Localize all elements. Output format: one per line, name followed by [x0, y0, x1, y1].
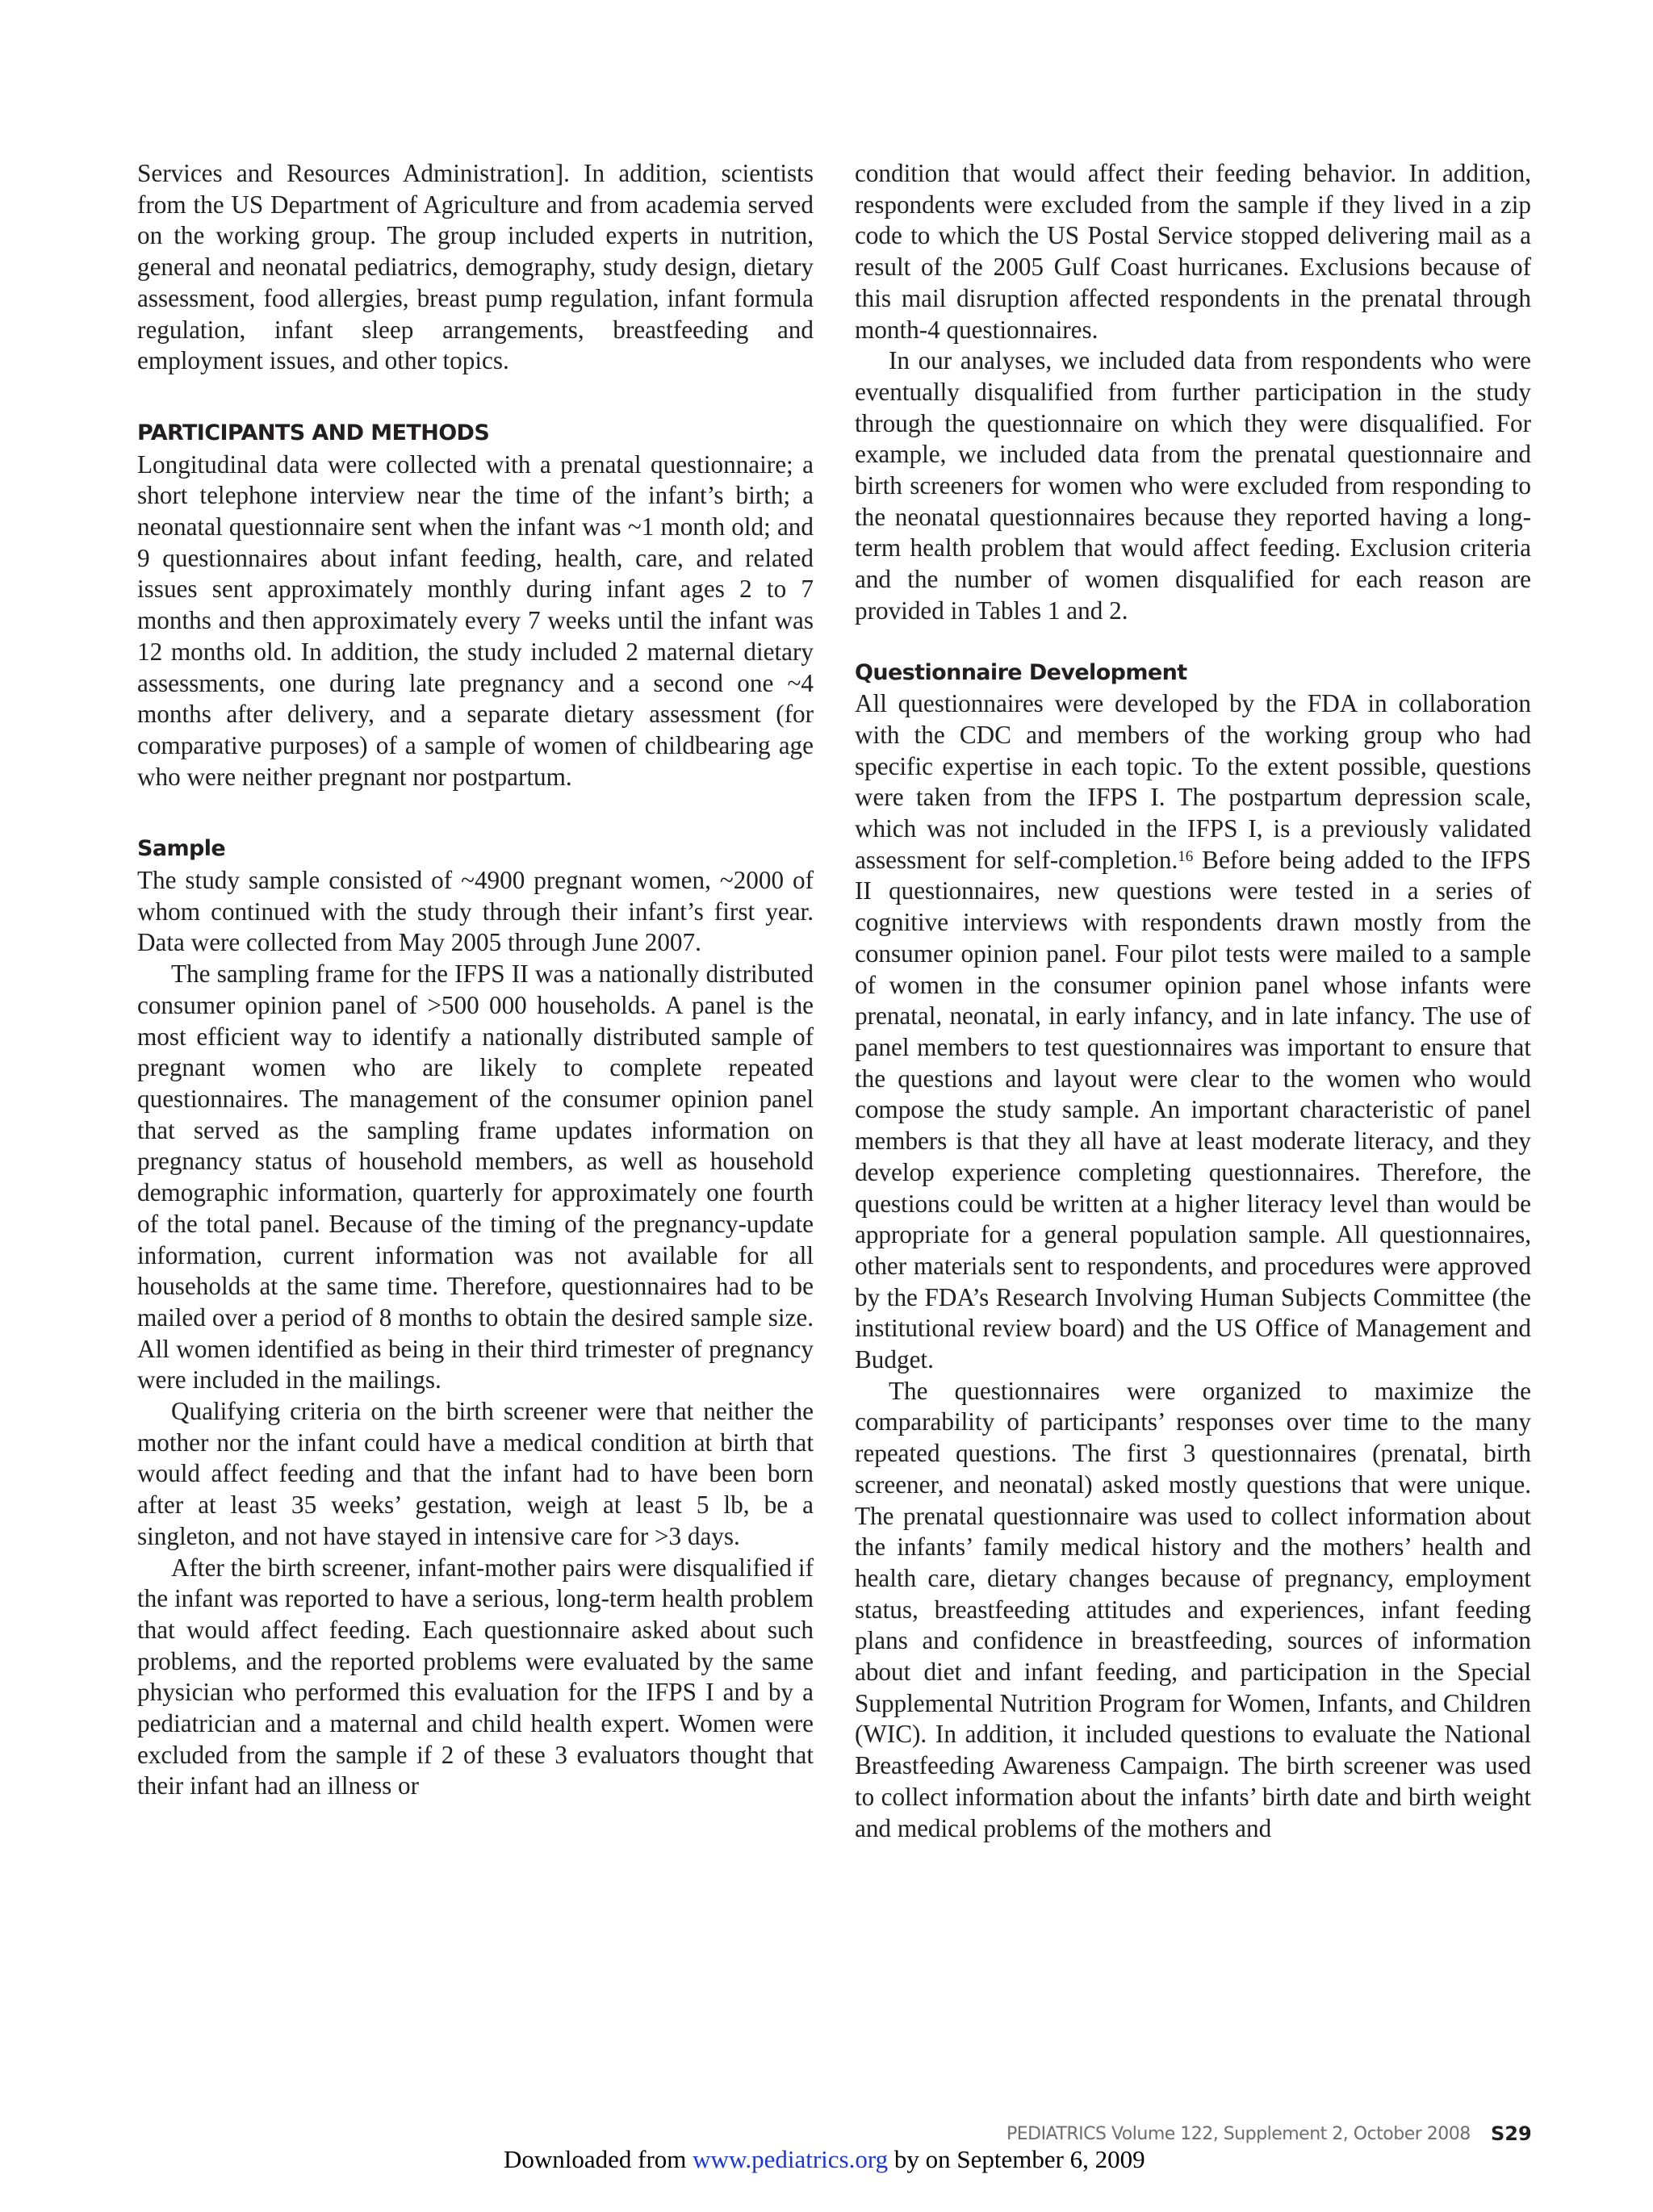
page-number: S29	[1491, 2122, 1532, 2145]
sample-paragraph-2: The sampling frame for the IFPS II was a nationally distributed consumer opinion panel of >500 000 households. A panel is the most efficient way to identify a nationally distributed sample of pregnant women who are likely to complete repeated questionnaires. The management of the consumer opinion panel that served as the sampling frame updates information on pregnancy status of household members, as well as household demographic information, quarterly for approximately one fourth of the total panel. Because of the timing of the pregnancy-update information, current information was not available for all households at the same time. Therefore, questionnaires had to be mailed over a period of 8 months to obtain the desired sample size. All women identified as being in their third trimester of pregnancy were included in the mailings.	[137, 960, 814, 1395]
download-prefix: Downloaded from	[504, 2145, 693, 2173]
questionnaire-development-heading: Questionnaire Development	[855, 659, 1187, 685]
sample-heading: Sample	[137, 836, 226, 862]
left-column	[137, 158, 814, 1802]
questionnaire-paragraph-2: The questionnaires were organized to maximize the comparability of participants’ responses over time to the many repeated questions. The first 3 questionnaires (prenatal, birth screener, and neonatal) asked mostly questions that were unique. The prenatal questionnaire was used to collect information about the infants’ family medical history and the mothers’ health and health care, dietary changes because of pregnancy, employment status, breastfeeding attitudes and experiences, infant feeding plans and confidence in breastfeeding, sources of information about diet and infant feeding, and participation in the Special Supplemental Nutrition Program for Women, Infants, and Children (WIC). In addition, it included questions to evaluate the National Breastfeeding Awareness Campaign. The birth screener was used to collect information about the infants’ birth date and birth weight and medical problems of the mothers and	[855, 1376, 1531, 1842]
journal-footer: PEDIATRICS Volume 122, Supplement 2, October 2008	[1006, 2124, 1471, 2144]
questionnaire-paragraph-1	[855, 688, 1531, 1375]
sample-paragraph-3: Qualifying criteria on the birth screener were that neither the mother nor the infant could have a medical condition at birth that would affect feeding and that the infant had to have been born after at least 35 weeks’ gestation, weigh at least 5 lb, be a singleton, and not have stayed in intensive care for >3 days.	[137, 1397, 814, 1550]
reference-superscript: 16	[1178, 847, 1194, 865]
intro-paragraph: Services and Resources Administration]. In addition, scientists from the US Department of Agriculture and from academia served on the working group. The group included experts in nutrition, general and neonatal pediatrics, demography, study design, dietary assessment, food allergies, breast pump regulation, infant formula regulation, infant sleep arrangements, breastfeeding and employment issues, and other topics.	[137, 159, 814, 375]
sample-paragraph-4: After the birth screener, infant-mother pairs were disqualified if the infant was reported to have a serious, long-term health problem that would affect feeding. Each questionnaire asked about such problems, and the reported problems were evaluated by the same physician who performed this evaluation for the IFPS I and by a pediatrician and a maternal and child health expert. Women were excluded from the sample if 2 of these 3 evaluators thought that their infant had an illness or	[137, 1553, 814, 1800]
pediatrics-link[interactable]: www.pediatrics.org	[693, 2145, 889, 2173]
continuation-paragraph: condition that would affect their feeding behavior. In addition, respondents were excluded from the sample if they lived in a zip code to which the US Postal Service stopped delivering mail as a result of the 2005 Gulf Coast hurricanes. Exclusions because of this mail disruption affected respondents in the prenatal through month-4 questionnaires.	[855, 159, 1531, 344]
right-column	[855, 158, 1531, 1844]
sample-paragraph-1: The study sample consisted of ~4900 pregnant women, ~2000 of whom continued with the study through their infant’s first year. Data were collected from May 2005 through June 2007.	[137, 866, 814, 957]
questionnaire-paragraph-1-part-a: All questionnaires were developed by the FDA in collaboration with the CDC and members of the working group who had specific expertise in each topic. To the extent possible, questions were taken from the IFPS I. The postpartum depression scale, which was not included in the IFPS I, is a previously validated assessment for self-completion.	[855, 689, 1531, 874]
participants-methods-heading: PARTICIPANTS AND METHODS	[137, 420, 490, 445]
participants-paragraph: Longitudinal data were collected with a prenatal questionnaire; a short telephone interview near the time of the infant’s birth; a neonatal questionnaire sent when the infant was ~1 month old; and 9 questionnaires about infant feeding, health, care, and related issues sent approximately monthly during infant ages 2 to 7 months and then approximately every 7 weeks until the infant was 12 months old. In addition, the study included 2 maternal dietary assessments, one during late pregnancy and a second one ~4 months after delivery, and a separate dietary assessment (for comparative purposes) of a sample of women of childbearing age who were neither pregnant nor postpartum.	[137, 450, 814, 791]
questionnaire-paragraph-1-part-b: Before being added to the IFPS II questionnaires, new questions were tested in a series of cognitive interviews with respondents drawn mostly from the consumer opinion panel. Four pilot tests were mailed to a sample of women in the consumer opinion panel whose infants were prenatal, neonatal, in early infancy, and in late infancy. The use of panel members to test questionnaires was important to ensure that the questions and layout were clear to the women who would compose the study sample. An important characteristic of panel members is that they all have at least moderate literacy, and they develop experience completing questionnaires. Therefore, the questions could be written at a higher literacy level than would be appropriate for a general population sample. All questionnaires, other materials sent to respondents, and procedures were approved by the FDA’s Research Involving Human Subjects Committee (the institutional review board) and the US Office of Management and Budget.	[855, 845, 1531, 1374]
download-suffix: by on September 6, 2009	[888, 2145, 1145, 2173]
download-notice	[504, 2145, 1145, 2174]
analyses-paragraph: In our analyses, we included data from respondents who were eventually disqualified from further participation in the study through the questionnaire on which they were disqualified. For example, we included data from the prenatal questionnaire and birth screeners for women who were excluded from responding to the neonatal questionnaires because they reported having a long-term health problem that would affect feeding. Exclusion criteria and the number of women disqualified for each reason are provided in Tables 1 and 2.	[855, 346, 1531, 625]
